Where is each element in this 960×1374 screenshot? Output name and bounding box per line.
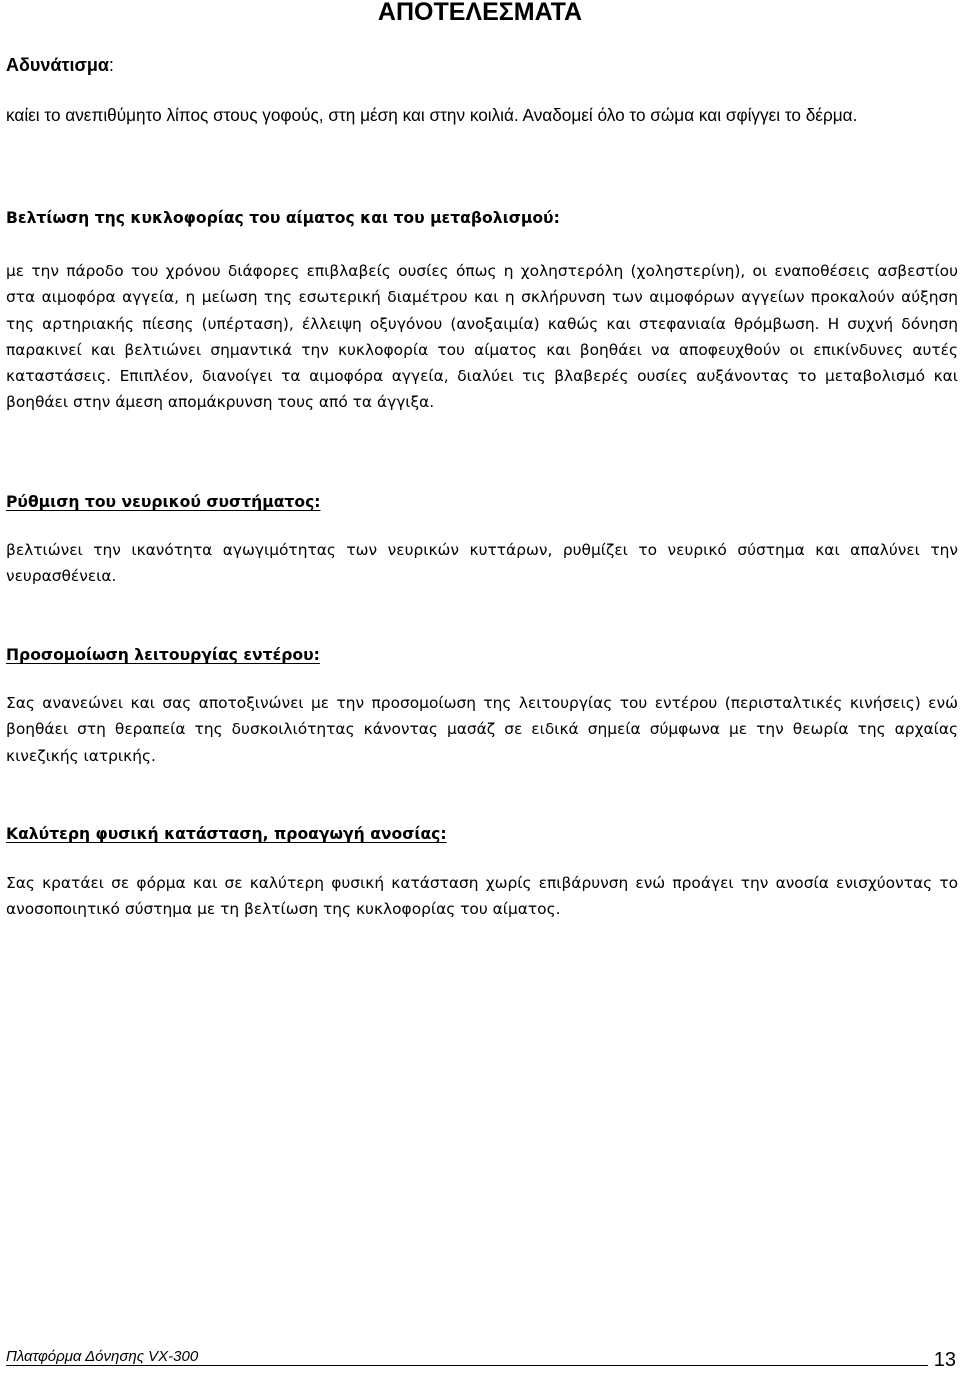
intro-heading <box>6 53 114 77</box>
footer-text: Πλατφόρμα Δόνησης VX-300 <box>6 1348 199 1365</box>
page-number: 13 <box>933 1349 956 1371</box>
page-title: ΑΠΟΤΕΛΕΣΜΑΤΑ <box>377 0 583 26</box>
section-heading-nervous-system: Ρύθμιση του νευρικού συστήματος: <box>6 493 321 511</box>
intro-heading-text: Αδυνάτισμα <box>6 55 109 75</box>
section-paragraph-circulation: με την πάροδο του χρόνου διάφορες επιβλαβείς ουσίες όπως η χοληστερόλη (χοληστερίνη), οι εναποθέσεις ασβεστίου στα αιμοφόρα αγγεία, η μείωση της εσωτερική διαμέτρου και η σκλήρυνση των αιμοφόρων αγγείων προκαλούν αύξηση της αρτηριακής πίεσης (υπέρταση), έλλειψη οξυγόνου (ανοξαιμία) καθώς και στεφανιαία θρόμβωση. Η συχνή δόνηση παρακινεί και βελτιώνει σημαντικά την κυκλοφορία του αίματος και βοηθάει να αποφευχθούν οι επικίνδυνες αυτές καταστάσεις. Επιπλέον, διανοίγει τα αιμοφόρα αγγεία, διαλύει τις βλαβερές ουσίες αυξάνοντας το μεταβολισμό και βοηθάει στην άμεση απομάκρυνση τους από τα άγγιξα. <box>6 262 958 412</box>
page-footer <box>6 1346 956 1370</box>
section-heading-fitness-immunity: Καλύτερη φυσική κατάσταση, προαγωγή ανοσίας: <box>6 825 447 843</box>
section-heading-intestine: Προσομοίωση λειτουργίας εντέρου: <box>6 646 320 664</box>
section-paragraph-intestine: Σας ανανεώνει και σας αποτοξινώνει με την προσομοίωση της λειτουργίας του εντέρου (περισταλτικές κινήσεις) ενώ βοηθάει στη θεραπεία της δυσκοιλιότητας κάνοντας μασάζ σε ειδικά σημεία σύμφωνα με την θεωρία της αρχαίας κινεζικής ιατρικής. <box>6 694 958 765</box>
section-paragraph-fitness-immunity: Σας κρατάει σε φόρμα και σε καλύτερη φυσική κατάσταση χωρίς επιβάρυνση ενώ προάγει την ανοσία ενισχύοντας το ανοσοποιητικό σύστημα με τη βελτίωση της κυκλοφορίας του αίματος. <box>6 874 958 919</box>
footer-rule <box>6 1365 928 1366</box>
section-paragraph-nervous-system: βελτιώνει την ικανότητα αγωγιμότητας των νευρικών κυττάρων, ρυθμίζει το νευρικό σύστημα και απαλύνει την νευρασθένεια. <box>6 541 958 586</box>
intro-paragraph: καίει το ανεπιθύμητο λίπος στους γοφούς, στη μέση και στην κοιλιά. Αναδομεί όλο το σώμα και σφίγγει το δέρμα. <box>6 105 858 125</box>
section-heading-circulation: Βελτίωση της κυκλοφορίας του αίματος και του μεταβολισμού: <box>6 209 560 227</box>
intro-heading-colon: : <box>108 55 114 75</box>
